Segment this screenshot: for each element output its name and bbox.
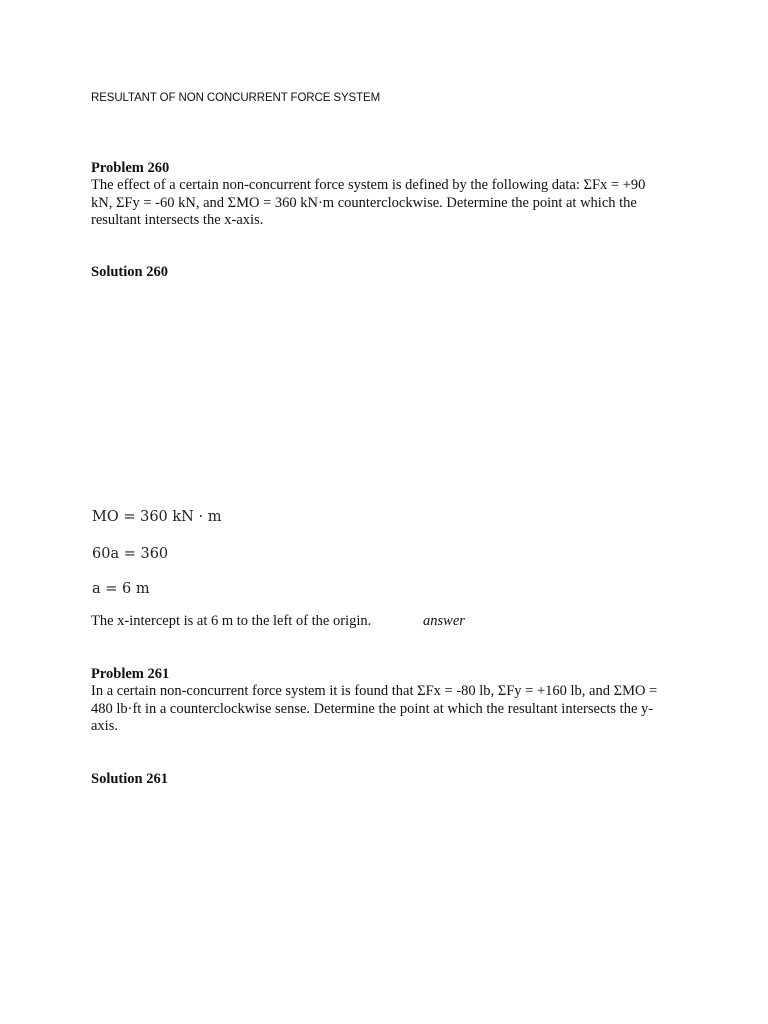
document-title: RESULTANT OF NON CONCURRENT FORCE SYSTEM <box>91 92 381 104</box>
problem-261-line-1: In a certain non-concurrent force system it is found that ΣFx = -80 lb, ΣFy = +160 lb, and ΣMO = <box>91 683 658 699</box>
problem-260-text <box>91 177 681 230</box>
problem-260-line-3: resultant intersects the x-axis. <box>91 212 264 228</box>
equation-60a: 60a = 360 <box>92 546 169 562</box>
solution-260-heading: Solution 260 <box>91 264 168 280</box>
answer-label: answer <box>423 613 465 629</box>
problem-261-line-3: axis. <box>91 718 118 734</box>
problem-260-line-2: kN, ΣFy = -60 kN, and ΣMO = 360 kN·m counterclockwise. Determine the point at which the <box>91 194 637 211</box>
problem-260-line-1: The effect of a certain non-concurrent force system is defined by the following data: ΣFx = +90 <box>91 177 646 193</box>
solution-260-conclusion: The x-intercept is at 6 m to the left of the origin. <box>91 613 372 629</box>
problem-261-line-2: 480 lb·ft in a counterclockwise sense. Determine the point at which the resultant intersects the y- <box>91 700 654 717</box>
equation-a-value: a = 6 m <box>92 581 150 597</box>
problem-261-text <box>91 683 681 736</box>
equation-moment: MO = 360 kN · m <box>92 509 222 525</box>
problem-260-heading: Problem 260 <box>91 160 170 176</box>
problem-261-heading: Problem 261 <box>91 666 170 682</box>
solution-261-heading: Solution 261 <box>91 771 168 787</box>
